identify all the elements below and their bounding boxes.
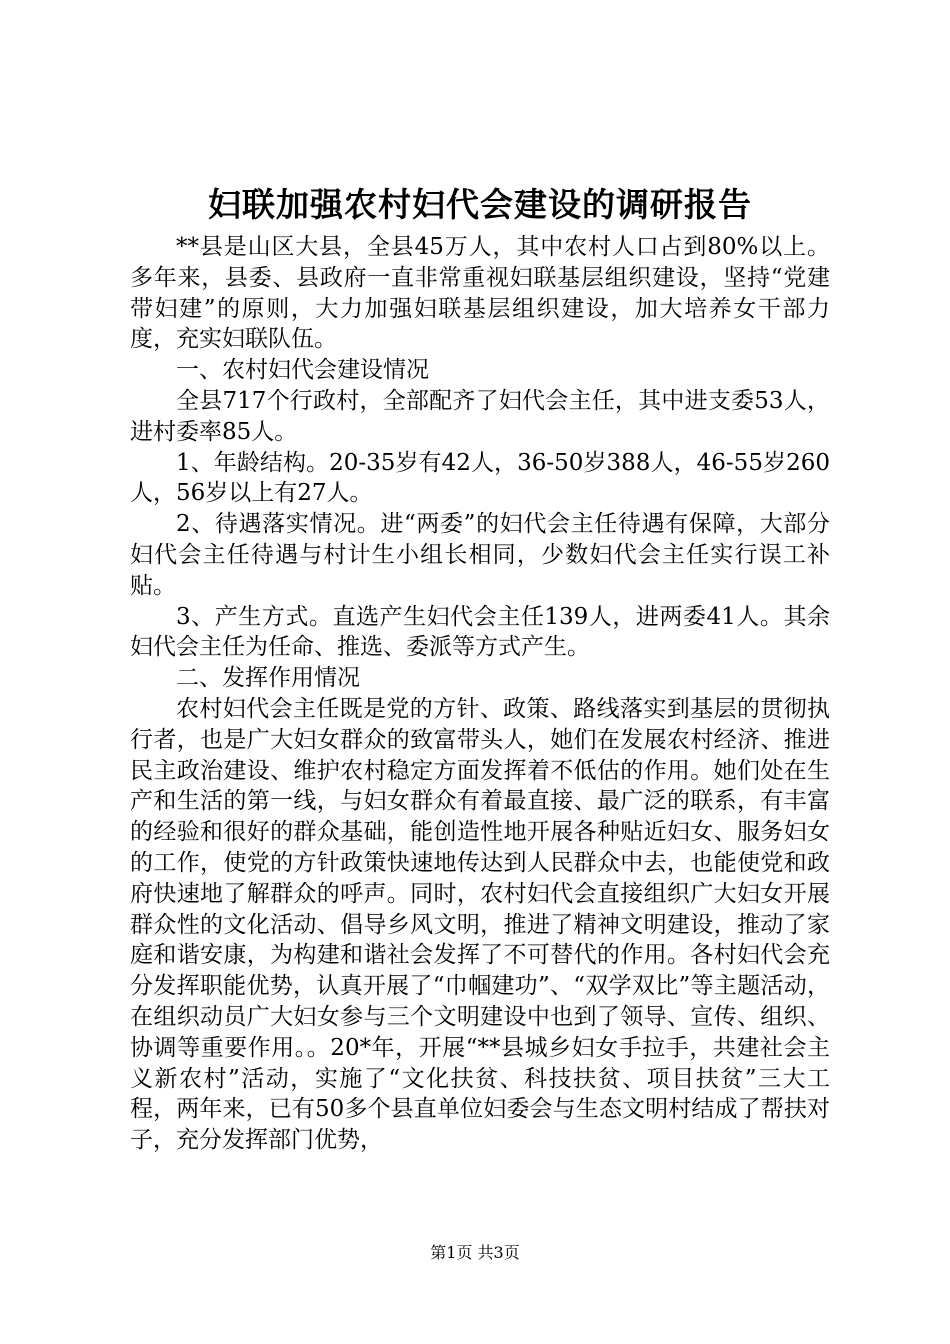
document-page — [130, 180, 830, 1156]
document-title: 妇联加强农村妇代会建设的调研报告 — [208, 185, 752, 224]
section-heading-2: 二、发挥作用情况 — [176, 665, 360, 692]
page-footer: 第1页 共3页 — [430, 1243, 520, 1262]
intro-paragraph: **县是山区大县，全县45万人，其中农村人口占到80%以上。多年来，县委、县政府一直非常重视妇联基层组织建设，坚持“党建带妇建”的原则，大力加强妇联基层组织建设，加大培养女干部力度，充实妇联队伍。 — [130, 234, 830, 353]
paragraph-selection-method: 3、产生方式。直选产生妇代会主任139人，进两委41人。其余妇代会主任为任命、推选、委派等方式产生。 — [130, 603, 830, 661]
paragraph-treatment: 2、待遇落实情况。进“两委”的妇代会主任待遇有保障，大部分妇代会主任待遇与村计生小组长相同，少数妇代会主任实行误工补贴。 — [130, 511, 830, 599]
paragraph-village-count: 全县717个行政村，全部配齐了妇代会主任，其中进支委53人，进村委率85人。 — [130, 387, 830, 445]
section-heading-1: 一、农村妇代会建设情况 — [176, 357, 429, 384]
paragraph-role: 农村妇代会主任既是党的方针、政策、路线落实到基层的贯彻执行者，也是广大妇女群众的致富带头人，她们在发展农村经济、推进民主政治建设、维护农村稳定方面发挥着不低估的作用。她们处在生产和生活的第一线，与妇女群众有着最直接、最广泛的联系，有丰富的经验和很好的群众基础，能创造性地开展各种贴近妇女、服务妇女的工作，使党的方针政策快速地传达到人民群众中去，也能使党和政府快速地了解群众的呼声。同时，农村妇代会直接组织广大妇女开展群众性的文化活动、倡导乡风文明，推进了精神文明建设，推动了家庭和谐安康，为构建和谐社会发挥了不可替代的作用。各村妇代会充分发挥职能优势，认真开展了“巾帼建功”、“双学双比”等主题活动，在组织动员广大妇女参与三个文明建设中也到了领导、宣传、组织、协调等重要作用。。20*年，开展“**县城乡妇女手拉手，共建社会主义新农村”活动，实施了“文化扶贫、科技扶贫、项目扶贫”三大工程，两年来，已有50多个县直单位妇委会与生态文明村结成了帮扶对子，充分发挥部门优势， — [130, 695, 830, 1154]
paragraph-age-structure: 1、年龄结构。20-35岁有42人，36-50岁388人，46-55岁260人，56岁以上有27人。 — [130, 449, 830, 507]
